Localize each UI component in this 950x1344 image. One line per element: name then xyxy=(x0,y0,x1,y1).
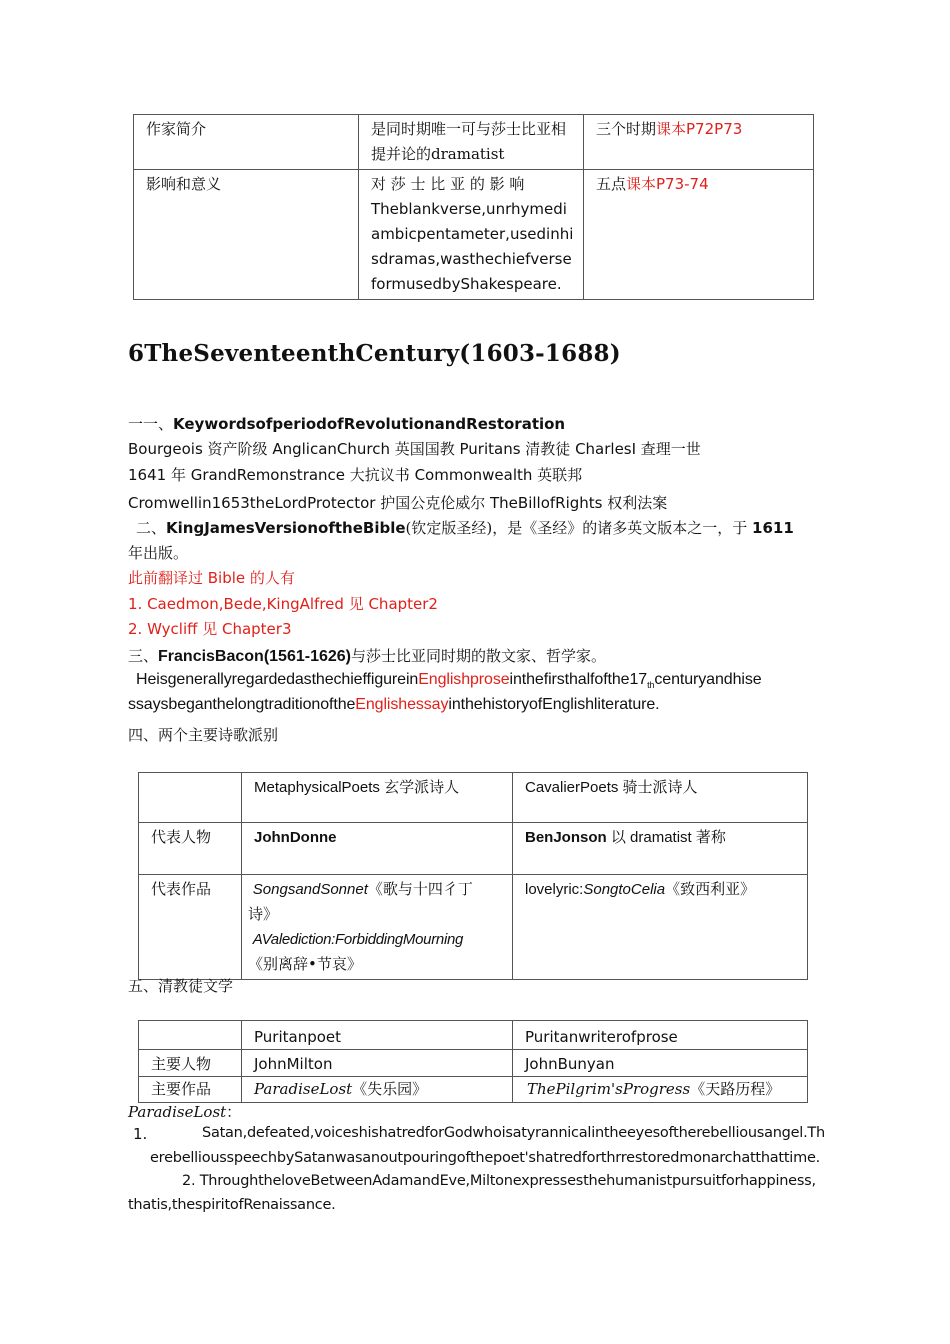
work-title: SongtoCelia xyxy=(583,881,666,898)
text: ssaysbeganthelongtraditionofthe xyxy=(128,696,356,713)
cell-text: 《歌与十四彳丁 xyxy=(367,880,473,898)
paradise-lost-title xyxy=(128,1101,241,1122)
header-cell xyxy=(242,773,513,823)
highlight: Englishprose xyxy=(418,671,510,688)
row-label xyxy=(134,170,359,300)
prefix: 一一、 xyxy=(128,415,174,433)
body-text: (钦定版圣经)，是《圣经》的诸多英文版本之一，于 xyxy=(405,519,748,537)
row-note xyxy=(584,115,814,170)
section-heading: 6TheSeventeenthCentury(1603-1688) xyxy=(128,340,621,367)
puritan-title: 五、清教徒文学 xyxy=(128,977,234,995)
cell-text: 是同时期唯一可与莎士比亚相提并论的dramatist xyxy=(371,120,567,163)
table-row xyxy=(139,875,808,980)
poets-title: 四、两个主要诗歌派别 xyxy=(128,726,279,744)
row-label: 代表作品 xyxy=(139,875,242,980)
title-text: KeywordsofperiodofRevolutionandRestoration xyxy=(173,415,566,433)
list-item: 2. Wycliff 见 Chapter3 xyxy=(128,620,292,638)
work-title: ParadiseLost xyxy=(128,1103,227,1121)
row-content xyxy=(359,115,584,170)
table-row xyxy=(134,115,814,170)
cell: JohnMilton xyxy=(242,1050,513,1077)
work-title: ParadiseLost xyxy=(254,1080,353,1098)
cell: JohnBunyan xyxy=(513,1050,808,1077)
cell xyxy=(242,875,513,980)
list-number: 1. xyxy=(133,1125,148,1143)
year: 1611 xyxy=(752,519,794,537)
cell-text: 三个时期 xyxy=(596,120,657,138)
translators-title: 此前翻译过 Bible 的人有 xyxy=(128,569,295,587)
text: Heisgenerallyregardedasthechieffigurein xyxy=(136,671,419,688)
row-label: 主要作品 xyxy=(139,1077,242,1103)
bacon-paragraph xyxy=(128,696,660,714)
author-table xyxy=(133,114,814,300)
list-item: 1. Caedmon,Bede,KingAlfred 见 Chapter2 xyxy=(128,595,438,613)
colon: ： xyxy=(226,1103,242,1121)
cell xyxy=(242,823,513,875)
table-row xyxy=(139,823,808,875)
textbook-ref: 课本P73-74 xyxy=(626,175,709,193)
title-text: KingJamesVersionoftheBible xyxy=(166,519,406,537)
cell-text: 诗》 xyxy=(248,905,279,923)
cell-text: MetaphysicalPoets 玄学派诗人 xyxy=(254,779,460,796)
row-label: 主要人物 xyxy=(139,1050,242,1077)
keywords-line: Cromwellin1653theLordProtector 护国公克伦威尔 TheBillofRights 权利法案 xyxy=(128,494,668,512)
note-text: thatis,thespiritofRenaissance. xyxy=(128,1197,336,1213)
cell-text: 影响和意义 xyxy=(146,175,222,193)
cell-text: 以 dramatist 著称 xyxy=(606,829,726,846)
bacon-title xyxy=(128,645,606,666)
subscript: th xyxy=(647,680,655,691)
bacon-paragraph xyxy=(136,671,762,690)
puritan-table xyxy=(138,1020,808,1103)
title-text: FrancisBacon(1561-1626) xyxy=(158,648,351,665)
header-cell xyxy=(513,773,808,823)
work-title: SongsandSonnet xyxy=(252,881,368,898)
row-label: 代表人物 xyxy=(139,823,242,875)
cell-text: CavalierPoets 骑士派诗人 xyxy=(525,779,698,796)
prefix: 二、 xyxy=(136,519,167,537)
header-cell: Puritanwriterofprose xyxy=(513,1021,808,1050)
table-row xyxy=(139,1021,808,1050)
cell xyxy=(513,875,808,980)
bible-line: 年出版。 xyxy=(128,544,189,562)
cell-text: 五点 xyxy=(596,175,627,193)
note-text: Satan,defeated,voiceshishatredforGodwhoisatyrannicalintheeyesoftherebelliousangel.Th xyxy=(202,1125,825,1141)
cell-text: 《天路历程》 xyxy=(690,1080,781,1098)
cell xyxy=(513,823,808,875)
header-cell: Puritanpoet xyxy=(242,1021,513,1050)
text: inthefirsthalfofthe17 xyxy=(509,671,648,688)
textbook-ref: 课本P72P73 xyxy=(656,120,743,138)
cell-text: Theblankverse,unrhymediambicpentameter,usedinhisdramas,wasthechiefverseformusedbyShakespeare. xyxy=(371,200,574,293)
table-row xyxy=(134,170,814,300)
table-row xyxy=(139,1050,808,1077)
highlight: Englishessay xyxy=(355,696,449,713)
cell-text: JohnDonne xyxy=(254,829,337,846)
keywords-title xyxy=(128,413,565,434)
bible-title xyxy=(136,517,794,538)
work-title: ThePilgrim'sProgress xyxy=(527,1080,691,1098)
row-note xyxy=(584,170,814,300)
prefix: 三、 xyxy=(128,647,159,665)
text: inthehistoryofEnglishliterature. xyxy=(448,696,660,713)
keywords-line: Bourgeois 资产阶级 AnglicanChurch 英国国教 Puritans 清教徒 CharlesI 查理一世 xyxy=(128,440,701,458)
cell-text: 《失乐园》 xyxy=(352,1080,428,1098)
cell-text: lovelyric: xyxy=(525,881,584,898)
cell-text: 对 莎 士 比 亚 的 影 响 xyxy=(371,175,525,193)
note-text: 2. ThroughtheloveBetweenAdamandEve,Miltonexpressesthehumanistpursuitforhappiness, xyxy=(182,1173,816,1189)
cell-text: 《别离辞•节哀》 xyxy=(248,955,362,973)
header-cell xyxy=(139,1021,242,1050)
cell xyxy=(513,1077,808,1103)
row-label xyxy=(134,115,359,170)
row-content xyxy=(359,170,584,300)
body-text: 与莎士比亚同时期的散文家、哲学家。 xyxy=(351,647,607,665)
header-cell xyxy=(139,773,242,823)
note-text: erebelliousspeechbySatanwasanoutpouringofthepoet'shatredforthrrestoredmonarchatthattime. xyxy=(150,1150,820,1166)
keywords-line: 1641 年 GrandRemonstrance 大抗议书 Commonwealth 英联邦 xyxy=(128,466,583,484)
table-row xyxy=(139,773,808,823)
poets-table xyxy=(138,772,808,980)
text: centuryandhise xyxy=(654,671,762,688)
table-row xyxy=(139,1077,808,1103)
cell xyxy=(242,1077,513,1103)
work-title: AValediction:ForbiddingMourning xyxy=(252,931,464,948)
cell-text: BenJonson xyxy=(525,829,607,846)
cell-text: 作家简介 xyxy=(146,120,207,138)
cell-text: 《致西利亚》 xyxy=(665,880,756,898)
